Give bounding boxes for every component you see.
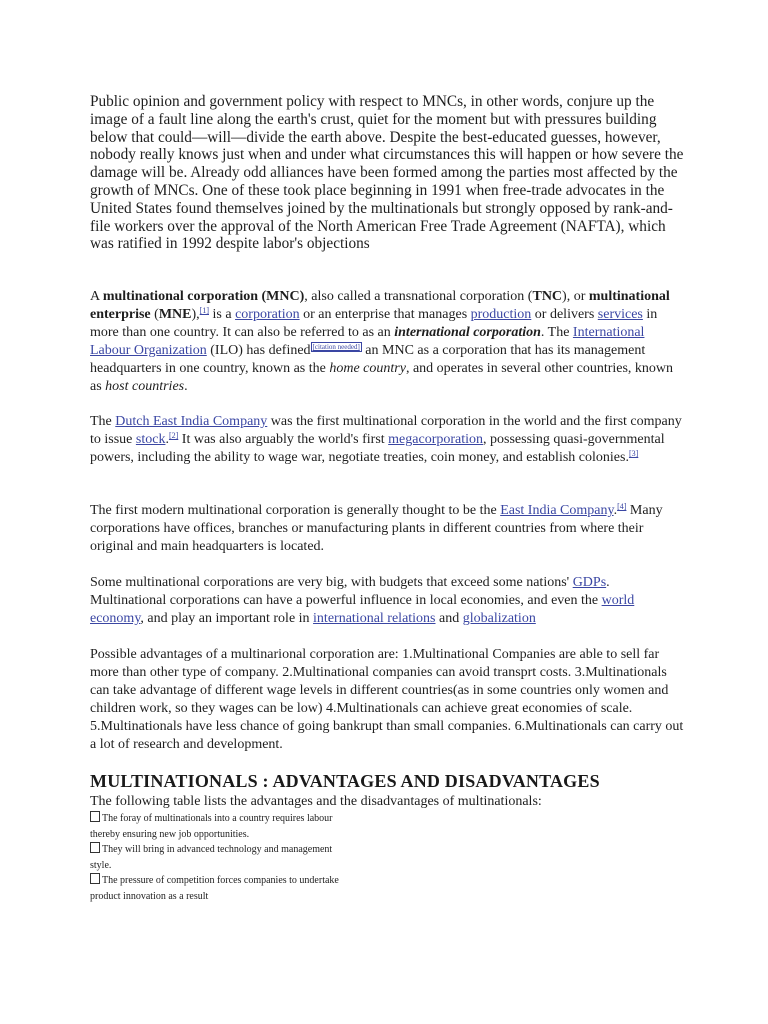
text: . — [184, 379, 188, 394]
link-ilo[interactable]: International Labour Organization — [90, 325, 645, 358]
text: . Multinational corporations can have a powerful influence in local economies, and even the — [90, 575, 610, 608]
term-international-corporation: international corporation — [394, 325, 541, 340]
list-item-text: The pressure of competition forces companies to undertake product innovation as a result — [90, 875, 339, 902]
link-world-economy[interactable]: world economy — [90, 593, 635, 626]
list-item-text: They will bring in advanced technology and management style. — [90, 844, 333, 871]
footnote-link-1[interactable]: [1] — [199, 306, 209, 315]
text: Many corporations have offices, branches or manufacturing plants in different countries from where their original and main headquarters is located. — [90, 503, 663, 554]
term-mne: MNE — [158, 307, 192, 322]
bullet-box-icon — [90, 873, 100, 884]
footnote-link-4[interactable]: [4] — [617, 502, 627, 511]
text: ( — [150, 307, 159, 322]
link-corporation[interactable]: corporation — [235, 307, 300, 322]
paragraph-possible-advantages: Possible advantages of a multinarional corporation are: 1.Multinational Companies are able to sell far more than other type of company. 2.Multinational companies can avoid transprt costs. 3.Multinationals can take advantage of different wage levels in different countries(as in some countries only women and children work, so they wages can be low) 4.Multinationals can achieve great economies of scale. 5.Multinationals have less chance of going bankrupt than small companies. 6.Multinationals can carry out a lot of research and development. — [90, 647, 684, 752]
link-stock[interactable]: stock — [135, 432, 166, 447]
text: , and operates in several other countries, known as — [90, 361, 674, 394]
table-intro-text: The following table lists the advantages and the disadvantages of multinationals: — [90, 794, 542, 809]
text: . — [613, 503, 618, 518]
text: , possessing quasi-governmental powers, including the ability to wage war, negotiate treaties, coin money, and establish colonies. — [90, 432, 665, 465]
text: in more than one country. It can also be referred to as an — [90, 307, 658, 340]
paragraph-dutch-east-india — [90, 413, 684, 467]
bullet-box-icon — [90, 842, 100, 853]
section-heading: MULTINATIONALS : ADVANTAGES AND DISADVANTAGES — [90, 771, 600, 791]
text: It was also arguably the world's first — [178, 432, 389, 447]
term-home-country: home country — [329, 361, 406, 376]
footnote-link-2[interactable]: [2] — [168, 431, 179, 440]
link-services[interactable]: services — [597, 307, 643, 322]
text: ), — [191, 307, 200, 322]
text: was the first multinational corporation in the world and the first company to issue — [90, 414, 682, 447]
paragraph-mnc-definition — [90, 288, 684, 396]
text: The first modern multinational corporation is generally thought to be the — [90, 503, 501, 518]
text: The — [90, 414, 116, 429]
term-mne-full: multinational enterprise — [90, 289, 670, 322]
paragraph-public-opinion: Public opinion and government policy with respect to MNCs, in other words, conjure up the image of a fault line along the earth's crust, quiet for the moment but with pressures building below that could—will—divide the earth above. Despite the best-educated guesses, however, nobody really knows just when and under what circumstances this will happen or how severe the damage will be. Already odd alliances have been formed among the parties most affected by the growth of MNCs. One of these took place beginning in 1991 when free-trade advocates in the United States found themselves joined by the multinationals but strongly opposed by rank-and-file workers over the approval of the North American Free Trade Agreement (NAFTA), which was ratified in 1992 despite labor's objections — [90, 93, 684, 253]
paragraph-size-influence — [90, 574, 684, 628]
bullet-box-icon — [90, 811, 100, 822]
advantages-list — [90, 811, 350, 904]
link-east-india-company[interactable]: East India Company — [500, 503, 614, 518]
text: or delivers — [531, 307, 598, 322]
text: , also called a transnational corporation ( — [304, 289, 533, 304]
link-megacorporation[interactable]: megacorporation — [388, 432, 484, 447]
text: and — [435, 611, 463, 626]
text: is a — [209, 307, 236, 322]
text: Some multinational corporations are very big, with budgets that exceed some nations' — [90, 575, 573, 590]
text: ), or — [562, 289, 589, 304]
link-gdps[interactable]: GDPs — [572, 575, 607, 590]
link-production[interactable]: production — [470, 307, 532, 322]
text: . The — [540, 325, 573, 340]
list-item — [90, 811, 350, 842]
link-globalization[interactable]: globalization — [462, 611, 536, 626]
text: or an enterprise that manages — [299, 307, 471, 322]
list-item — [90, 873, 350, 904]
list-item-text: The foray of multinationals into a country requires labour thereby ensuring new job opportunities. — [90, 813, 333, 840]
list-item — [90, 842, 350, 873]
text: (ILO) has defined — [206, 343, 311, 358]
text: , and play an important role in — [140, 611, 314, 626]
text: an MNC as a corporation that has its management headquarters in one country, known as the — [90, 343, 646, 376]
text: A — [90, 289, 103, 304]
term-mnc: multinational corporation (MNC) — [102, 289, 305, 304]
term-host-countries: host countries — [105, 379, 185, 394]
text: . — [165, 432, 169, 447]
paragraph-first-modern-mnc — [90, 502, 684, 556]
link-international-relations[interactable]: international relations — [313, 611, 436, 626]
footnote-link-3[interactable]: [3] — [628, 449, 639, 458]
link-dutch-east-india-company[interactable]: Dutch East India Company — [115, 414, 268, 429]
citation-needed-link[interactable]: [citation needed] — [312, 343, 360, 351]
term-tnc: TNC — [532, 289, 563, 304]
